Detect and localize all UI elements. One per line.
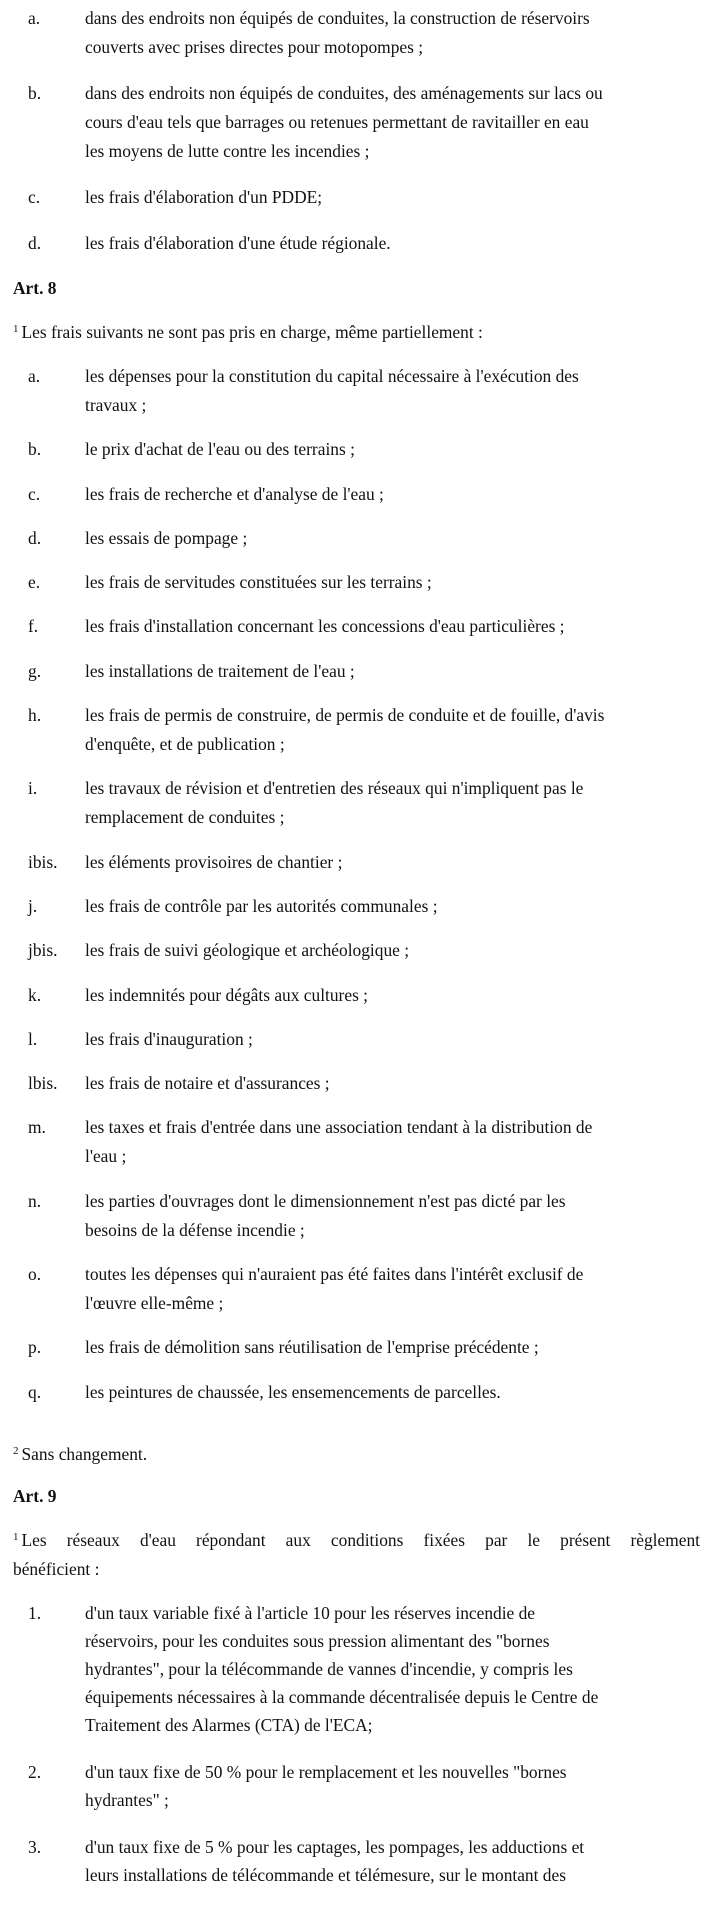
list-marker: m. [28, 1117, 46, 1138]
list-item-text [85, 183, 713, 212]
list-marker: g. [28, 660, 42, 681]
list-item [0, 524, 713, 553]
list-item-text [85, 362, 713, 420]
list-item [0, 1260, 713, 1318]
paragraph-line: bénéficient : [13, 1559, 100, 1579]
list-marker: p. [28, 1337, 42, 1358]
list-item [0, 1069, 713, 1098]
list-item [0, 612, 713, 641]
text-line: les travaux de révision et d'entretien des réseaux qui n'impliquent pas le [85, 778, 584, 799]
text-line: les frais d'élaboration d'un PDDE; [85, 187, 323, 207]
list-item [0, 1113, 713, 1171]
list-item [0, 435, 713, 464]
paragraph-text: Sans changement. [21, 1444, 148, 1464]
list-item-text [85, 892, 713, 921]
list-marker: a. [28, 8, 41, 28]
list-item [0, 362, 713, 420]
text-line: les frais de contrôle par les autorités communales ; [85, 895, 438, 916]
paragraph-number: 1 [13, 1531, 19, 1543]
paragraph-number: 1 [13, 323, 19, 335]
list-marker: i. [28, 778, 38, 799]
list-item [0, 1025, 713, 1054]
text-line: les frais de recherche et d'analyse de l'eau ; [85, 483, 384, 504]
list-marker: 2. [28, 1762, 42, 1782]
text-line: les installations de traitement de l'eau ; [85, 660, 355, 681]
list-item-text [85, 1069, 713, 1098]
list-item-text [85, 435, 713, 464]
list-item [0, 1599, 713, 1739]
list-item-text [85, 848, 713, 877]
list-item-text [85, 1833, 713, 1889]
list-item [0, 981, 713, 1010]
article-9-heading: Art. 9 [13, 1486, 57, 1506]
list-marker: d. [28, 233, 42, 253]
list-marker: k. [28, 984, 42, 1005]
list-item-text [85, 612, 713, 641]
list-marker: l. [28, 1028, 38, 1049]
list-item [0, 774, 713, 832]
list-item [0, 936, 713, 965]
list-marker: 3. [28, 1837, 42, 1857]
text-line: les frais de suivi géologique et archéologique ; [85, 940, 410, 961]
list-item-text [85, 1758, 713, 1814]
text-line: les frais de permis de construire, de permis de conduite et de fouille, d'avis [85, 705, 605, 726]
text-line: remplacement de conduites ; [85, 807, 285, 828]
list-item [0, 1333, 713, 1362]
list-marker: b. [28, 439, 42, 460]
text-line: les peintures de chaussée, les ensemencements de parcelles. [85, 1381, 501, 1402]
text-line: les frais d'inauguration ; [85, 1028, 253, 1049]
text-line: le prix d'achat de l'eau ou des terrains ; [85, 439, 355, 460]
list-item-text [85, 229, 713, 258]
text-line: les frais de notaire et d'assurances ; [85, 1073, 330, 1094]
list-item [0, 480, 713, 509]
list-item [0, 848, 713, 877]
list-item [0, 1378, 713, 1407]
text-line: les frais d'installation concernant les concessions d'eau particulières ; [85, 616, 565, 637]
paragraph-number: 2 [13, 1445, 19, 1457]
list-item-text [85, 657, 713, 686]
list-item-text [85, 1599, 713, 1739]
list-marker: o. [28, 1264, 42, 1285]
text-line: réservoirs, pour les conduites sous pression alimentant des "bornes [85, 1631, 550, 1651]
text-line: travaux ; [85, 395, 147, 415]
text-line: hydrantes" ; [85, 1790, 169, 1810]
article-9-list [0, 1599, 713, 1908]
list-item-text [85, 936, 713, 965]
list-item-text [85, 981, 713, 1010]
list-item [0, 892, 713, 921]
list-item-text [85, 524, 713, 553]
text-line: hydrantes", pour la télécommande de vannes d'incendie, y compris les [85, 1659, 573, 1679]
list-item-text [85, 1113, 713, 1171]
list-marker: f. [28, 616, 39, 637]
list-item-text [85, 701, 713, 759]
text-line: d'un taux fixe de 5 % pour les captages, les pompages, les adductions et [85, 1837, 585, 1857]
list-item [0, 701, 713, 759]
list-marker: jbis. [28, 940, 58, 961]
list-marker: c. [28, 187, 41, 207]
list-item [0, 1758, 713, 1814]
text-line: les parties d'ouvrages dont le dimensionnement n'est pas dicté par les [85, 1190, 566, 1211]
text-line: leurs installations de télécommande et télémesure, sur le montant des [85, 1865, 566, 1885]
text-line: l'eau ; [85, 1146, 127, 1167]
text-line: l'œuvre elle-même ; [85, 1293, 224, 1314]
text-line: Traitement des Alarmes (CTA) de l'ECA; [85, 1715, 373, 1735]
list-item-text [85, 79, 713, 166]
text-line: d'un taux variable fixé à l'article 10 pour les réserves incendie de [85, 1603, 536, 1623]
text-line: dans des endroits non équipés de conduites, la construction de réservoirs [85, 8, 590, 28]
text-line: les indemnités pour dégâts aux cultures ; [85, 984, 369, 1005]
list-item [0, 1187, 713, 1245]
list-item-text [85, 1333, 713, 1362]
list-item [0, 568, 713, 597]
paragraph-line: $^1$ Les réseaux d'eau répondant aux conditions fixées par le présent règlement [13, 1530, 700, 1550]
text-line: cours d'eau tels que barrages ou retenues permettant de ravitailler en eau [85, 112, 589, 132]
text-line: besoins de la défense incendie ; [85, 1219, 305, 1240]
text-line: les frais d'élaboration d'une étude régionale. [85, 233, 391, 253]
list-item-text [85, 774, 713, 832]
list-marker: b. [28, 83, 42, 103]
list-item-text [85, 4, 713, 62]
text-line: les essais de pompage ; [85, 527, 248, 548]
list-marker: n. [28, 1190, 42, 1211]
text-line: équipements nécessaires à la commande décentralisée depuis le Centre de [85, 1687, 599, 1707]
text-line: les frais de démolition sans réutilisation de l'emprise précédente ; [85, 1337, 539, 1358]
article-8-list [0, 362, 713, 1422]
text-line: les dépenses pour la constitution du capital nécessaire à l'exécution des [85, 366, 579, 386]
list-item-text [85, 1260, 713, 1318]
article-8-paragraph-1 [13, 318, 700, 347]
list-item [0, 657, 713, 686]
text-line: les taxes et frais d'entrée dans une association tendant à la distribution de [85, 1117, 593, 1138]
list-marker: d. [28, 527, 42, 548]
article-8-paragraph-2 [13, 1440, 700, 1469]
list-marker: q. [28, 1381, 42, 1402]
paragraph-text: Les frais suivants ne sont pas pris en charge, même partiellement : [21, 322, 483, 342]
list-item-text [85, 480, 713, 509]
text-line: les frais de servitudes constituées sur les terrains ; [85, 572, 432, 593]
list-item-text [85, 1187, 713, 1245]
text-line: couverts avec prises directes pour motopompes ; [85, 37, 424, 57]
list-marker: a. [28, 366, 41, 386]
list-marker: 1. [28, 1603, 42, 1623]
list-marker: e. [28, 572, 41, 593]
list-marker: lbis. [28, 1073, 58, 1094]
list-item-text [85, 1378, 713, 1407]
list-item [0, 79, 713, 166]
list-item [0, 229, 713, 258]
list-marker: j. [28, 895, 38, 916]
list-marker: c. [28, 483, 41, 504]
list-item-text [85, 568, 713, 597]
list-item [0, 1833, 713, 1889]
article-9-paragraph-1 [13, 1526, 700, 1584]
text-line: d'un taux fixe de 50 % pour le remplacement et les nouvelles "bornes [85, 1762, 567, 1782]
list-marker: h. [28, 705, 42, 726]
list-item [0, 4, 713, 62]
article-8-heading: Art. 8 [13, 278, 57, 298]
text-line: toutes les dépenses qui n'auraient pas été faites dans l'intérêt exclusif de [85, 1264, 584, 1285]
text-line: dans des endroits non équipés de conduites, des aménagements sur lacs ou [85, 83, 603, 103]
intro-list [0, 4, 713, 275]
text-line: d'enquête, et de publication ; [85, 734, 285, 755]
list-item-text [85, 1025, 713, 1054]
list-marker: ibis. [28, 851, 58, 872]
list-item [0, 183, 713, 212]
text-line: les éléments provisoires de chantier ; [85, 851, 343, 872]
text-line: les moyens de lutte contre les incendies ; [85, 141, 370, 161]
